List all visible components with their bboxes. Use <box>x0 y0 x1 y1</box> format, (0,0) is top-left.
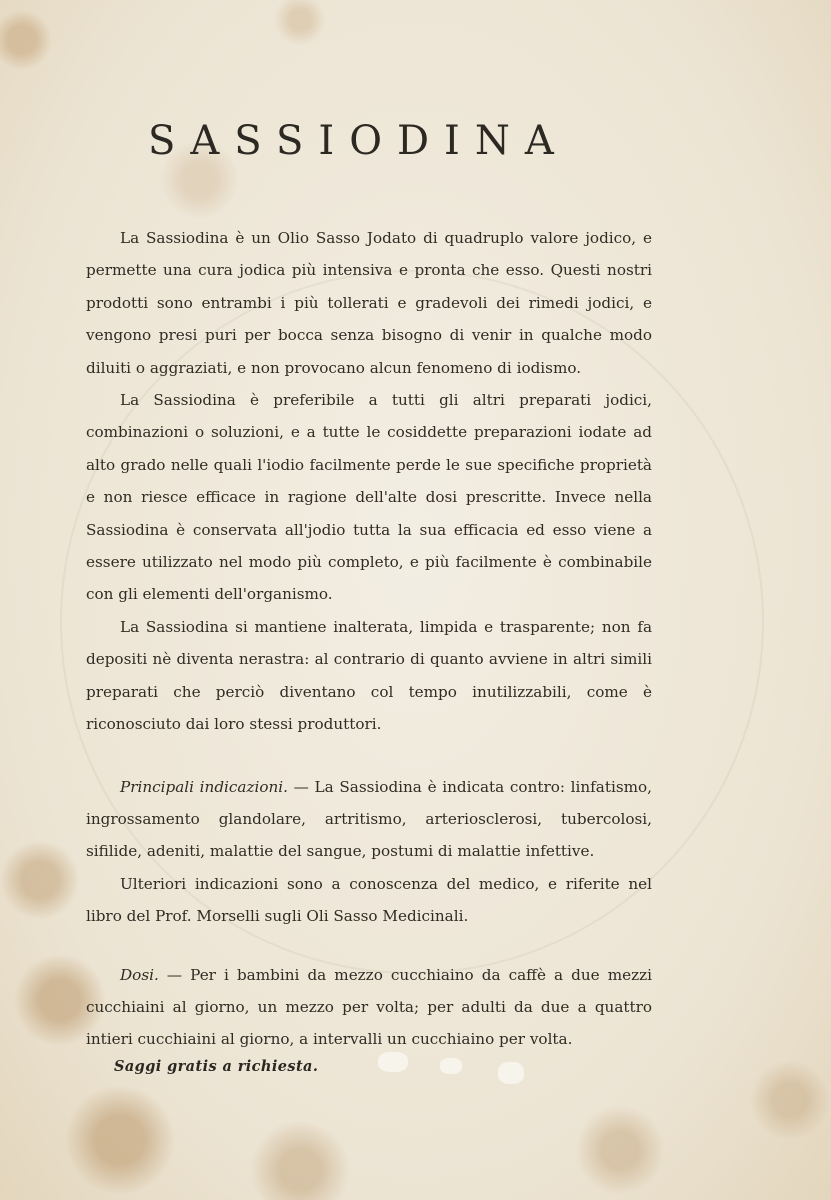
further-indications-paragraph: Ulteriori indicazioni sono a conoscenza del medico, e riferite nel libro del Prof. Morselli sugli Oli Sasso Medicinali. <box>86 874 652 926</box>
indications-label: Principali indicazioni. <box>120 777 288 796</box>
paper-damage <box>440 1058 462 1074</box>
indications-paragraph <box>86 771 652 868</box>
indications-text: — La Sassiodina è indicata contro: linfatismo, ingrossamento glandolare, artritismo, arteriosclerosi, tubercolosi, sifilide, adeniti, malattie del sangue, postumi di malattie infettive. <box>86 777 652 861</box>
document-title: SASSIODINA <box>148 118 569 164</box>
paragraph-1: La Sassiodina è un Olio Sasso Jodato di quadruplo valore jodico, e permette una cura jodica più intensiva e pronta che esso. Questi nostri prodotti sono entrambi i più tollerati e gradevoli dei rimedi jodici, e vengono presi puri per bocca senza bisogno di venir in qualche modo diluiti o aggraziati, e non provocano alcun fenomeno di iodismo. <box>86 229 652 377</box>
dosage-paragraph <box>86 959 652 1056</box>
paper-damage <box>378 1052 408 1072</box>
dosage-text: — Per i bambini da mezzo cucchiaino da caffè a due mezzi cucchiaini al giorno, un mezzo per volta; per adulti da due a quattro intieri cucchiaini al giorno, a intervalli un cucchiaino per volta. <box>86 965 652 1049</box>
dosage-label: Dosi. <box>120 965 159 984</box>
paragraph-3: La Sassiodina si mantiene inalterata, limpida e trasparente; non fa depositi nè diventa nerastra: al contrario di quanto avviene in altri simili preparati che perciò diventano col tempo inutilizzabili, come è riconosciuto dai loro stessi produttori. <box>86 617 652 734</box>
free-samples-note: Saggi gratis a richiesta. <box>114 1058 319 1075</box>
paper-damage <box>498 1062 524 1084</box>
paragraph-2: La Sassiodina è preferibile a tutti gli altri preparati jodici, combinazioni o soluzioni, e a tutte le cosiddette preparazioni iodate ad alto grado nelle quali l'iodio facilmente perde le sue specifiche proprietà e non riesce efficace in ragione dell'alte dosi prescritte. Invece nella Sassiodina è conservata all'jodio tutta la sua efficacia ed esso viene a essere utilizzato nel modo più completo, e più facilmente è combinabile con gli elementi dell'organismo. <box>86 391 652 604</box>
document-body <box>86 222 652 1056</box>
